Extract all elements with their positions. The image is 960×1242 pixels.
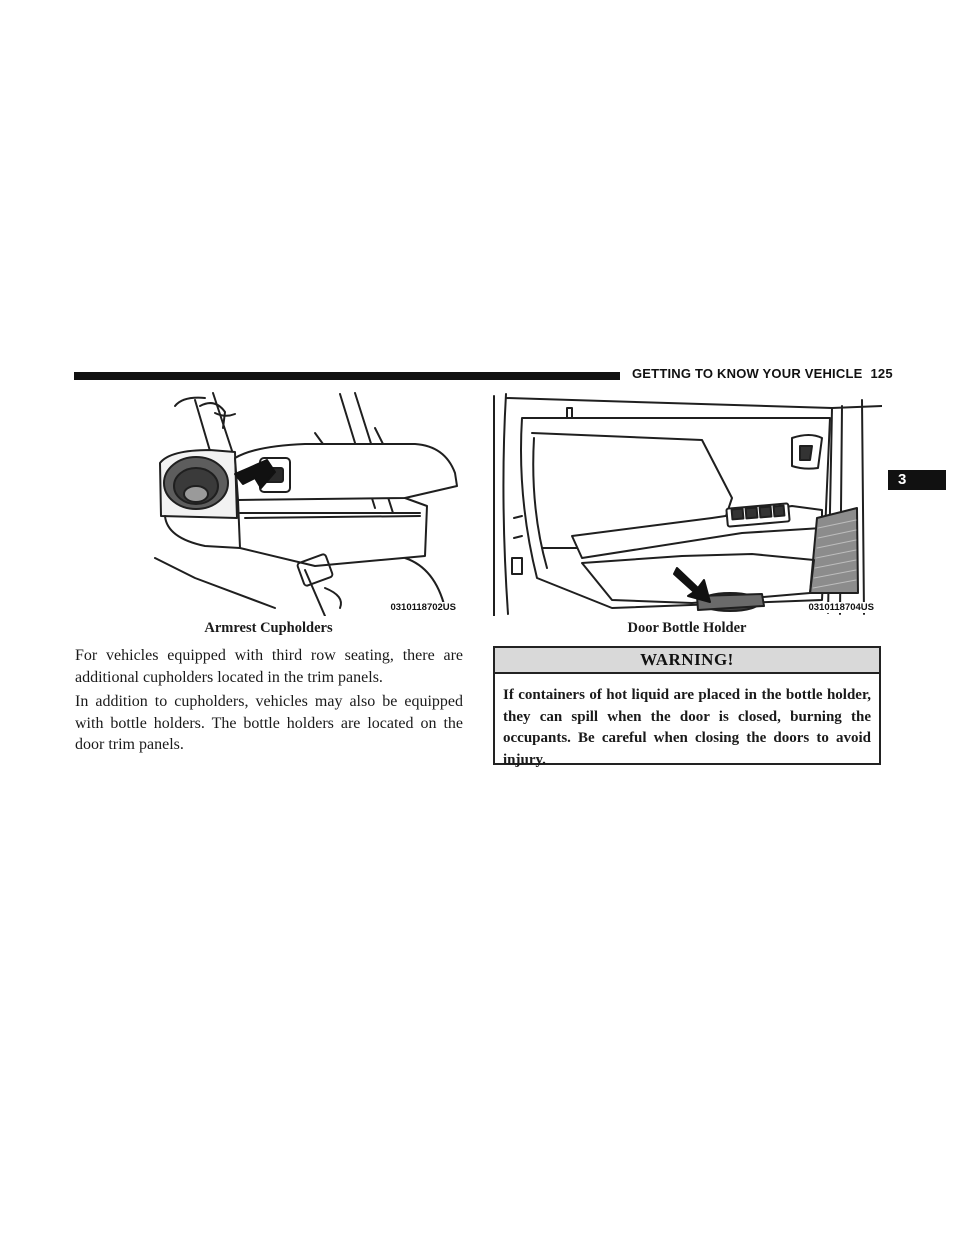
armrest-cupholders-illustration	[75, 388, 462, 616]
running-header	[632, 366, 893, 386]
figure-code: 0310118702US	[390, 602, 456, 613]
warning-text: If containers of hot liquid are placed in the bottle holder, they can spill when the door is closed, burning the occupants. Be careful when closing the doors to avoid injury.	[503, 687, 871, 768]
door-bottle-holder-illustration	[492, 388, 882, 616]
header-rule	[74, 372, 620, 380]
chapter-tab: 3	[888, 470, 946, 490]
warning-box	[493, 646, 881, 768]
figure-caption: Door Bottle Holder	[627, 620, 747, 636]
page-number: 125	[870, 366, 893, 381]
warning-title: WARNING!	[495, 648, 879, 674]
section-title: GETTING TO KNOW YOUR VEHICLE	[632, 366, 863, 381]
figure-caption: Armrest Cupholders	[204, 620, 333, 636]
figure-code: 0310118704US	[808, 602, 874, 613]
body-paragraph: In addition to cupholders, vehicles may also be equipped with bottle holders. The bottle holders are located on the door trim panels.	[75, 693, 463, 753]
body-paragraph: For vehicles equipped with third row seating, there are additional cupholders located in the trim panels.	[75, 647, 463, 686]
